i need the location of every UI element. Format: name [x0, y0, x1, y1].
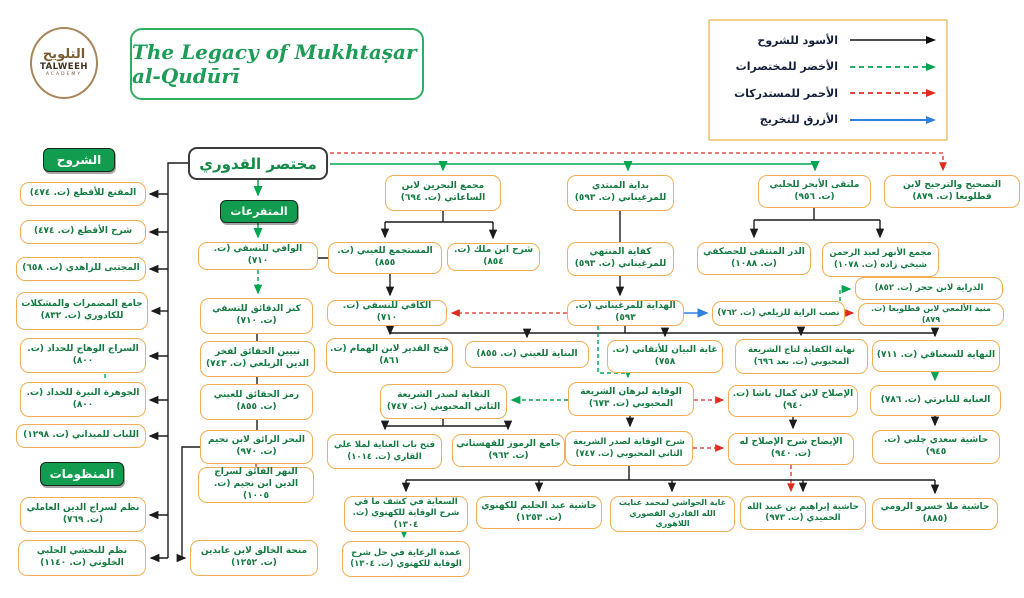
legend-label-blue: الأزرق للتخريج: [759, 113, 838, 127]
root-node-mukhtasar-al-quduri: مختصر القدوري: [188, 147, 328, 180]
page-title: The Legacy of Mukhtaṣar al-Qudūrī: [132, 40, 417, 88]
node-siraj-wahhaj: السراج الوهاج للحداد (ت. ٨٠٠): [20, 338, 146, 373]
black-solid-arrow-icon: [848, 34, 936, 46]
node-mustajma: المستجمع للعيني (ت. ٨٥٥): [328, 242, 442, 274]
logo-arabic-calligraphy: التلويح: [42, 47, 86, 63]
node-fath-qadir: فتح القدير لابن الهمام (ت. ٨٦١): [326, 338, 453, 373]
node-bahr: البحر الرائق لابن نجيم (ت. ٩٧٠): [200, 430, 313, 464]
node-multaqa: ملتقى الأبحر للحلبي (ت. ٩٥٦): [758, 175, 871, 208]
edge-root-left-spine: [168, 163, 188, 558]
blue-solid-arrow-icon: [848, 114, 936, 126]
node-nahr: النهر الفائق لسراج الدين ابن نجيم (ت. ١٠٠٥): [198, 467, 314, 503]
legend-label-green: الأخضر للمختصرات: [735, 60, 838, 74]
node-islah: الإصلاح لابن كمال باشا (ت. ٩٤٠): [728, 385, 858, 417]
node-abdalhalim: حاشية عبد الحليم للكهنوي (ت. ١٢٥٣): [476, 496, 602, 529]
node-idah: الإيضاح شرح الإصلاح له (ت. ٩٤٠): [728, 433, 854, 465]
node-nihayat-kifaya: نهاية الكفاية لتاج الشريعة المحبوبي (ت. بعد ٦٩٦): [735, 339, 868, 374]
node-kifaya: كفاية المنتهي للمرغيناني (ت. ٥٩٣): [567, 242, 674, 276]
green-dashed-arrow-icon: [848, 61, 936, 73]
node-jami-mudmarat: جامع المضمرات والمشكلات للكادوري (ت. ٨٣٢): [16, 292, 148, 330]
legend-row-black: [720, 28, 936, 52]
node-durr-muntaqa: الدر المنتقى للحصكفي (ت. ١٠٨٨): [697, 242, 811, 275]
node-sharh-aqta: شرح الأقطع (ت. ٤٧٤): [20, 220, 146, 244]
legend-row-red: [720, 81, 936, 105]
node-ibn-malak: شرح ابن ملك (ت. ٨٥٤): [447, 243, 540, 271]
node-inaya: العناية للبابرتي (ت. ٧٨٦): [870, 385, 1001, 416]
edge-niqaya-split-bus: [385, 419, 508, 426]
legend-box: [708, 19, 948, 141]
edge-hidaya-bus: [390, 326, 935, 333]
node-ramz: رمز الحقائق للعيني (ت. ٨٥٥): [200, 384, 313, 420]
node-siaya: السعاية في كشف ما في شرح الوقاية للكهنوي (ت. ١٣٠٤): [344, 496, 468, 532]
node-khusraw: حاشية ملا خسرو الرومي (٨٨٥): [872, 498, 998, 530]
legend-label-red: الأحمر للمستدركات: [734, 86, 838, 100]
node-minha: منحة الخالق لابن عابدين (ت. ١٢٥٢): [190, 540, 318, 576]
section-header-manzumat: المنظومات: [40, 462, 124, 486]
node-ghayat-bayan: غاية البيان للأتقاني (ت. ٧٥٨): [607, 340, 723, 373]
edge-nasb-to-diraya-green: [840, 289, 850, 301]
node-nihaya-sughnaqi: النهاية للسغناقي (ت. ٧١١): [872, 340, 1000, 372]
logo-name: TALWEEH: [39, 62, 89, 72]
node-mujtaba: المجتبى للزاهدي (ت. ٦٥٨): [16, 257, 146, 281]
node-umdat: عمدة الرعاية في حل شرح الوقاية للكهنوي (ت. ١٣٠٤): [342, 541, 470, 577]
node-lubab: اللباب للميداني (ت. ١٢٩٨): [16, 424, 146, 448]
node-sadi-chalabi: حاشية سعدي چلبي (ت. ٩٤٥): [872, 430, 1000, 464]
node-ghayat-hawashi: غاية الحواشي لمحمد عنايت الله القادري القصوري اللاهوري: [610, 496, 735, 532]
red-dashed-arrow-icon: [848, 87, 936, 99]
node-majma-bahrain: مجمع البحرين لابن الساعاتي (ت. ٦٩٤): [385, 175, 501, 211]
node-jami-rumuz: جامع الرموز للقهستاني (ت. ٩٦٢): [452, 434, 565, 467]
node-hidaya: الهداية للمرغيناني (ت. ٥٩٣): [567, 300, 684, 326]
legend-label-black: الأسود للشروح: [757, 33, 838, 47]
title-box: [130, 28, 424, 100]
node-kafi: الكافي للنسفي (ت. ٧١٠): [327, 300, 447, 326]
edge-root-to-tashih: [330, 153, 943, 170]
node-jawhara: الجوهرة النيرة للحداد (ت. ٨٠٠): [20, 382, 146, 417]
node-nasb-raya: نصب الراية للزيلعي (ت. ٧٦٢): [712, 301, 845, 326]
node-sharh-wiqaya: شرح الوقاية لصدر الشريعة الثاني المحبوبي (ت. ٧٤٧): [565, 431, 693, 466]
edge-sharh-wiqaya-bus: [406, 466, 935, 480]
node-fath-bab: فتح باب العناية لملا علي القاري (ت. ١٠١٤): [327, 434, 442, 469]
logo-subtitle: ACADEMY: [45, 71, 83, 77]
legend-row-green: [720, 55, 936, 79]
node-kanz: كنز الدقائق للنسفي (ت. ٧١٠): [200, 298, 313, 334]
node-nazm-amili: نظم لسراج الدين العاملي (ت. ٧٦٩): [20, 497, 146, 532]
edge-majma-split-bus: [385, 211, 493, 222]
node-nazm-bakhshi: نظم للبخشي الحلبي الخلوتي (ت. ١١٤٠): [18, 540, 146, 576]
section-header-mutafarriat: المتفرعات: [220, 200, 298, 223]
section-header-shuruh: الشروح: [43, 148, 115, 172]
edge-multaqa-split-bus: [754, 208, 880, 220]
talweeh-academy-logo: [30, 27, 98, 99]
node-wiqaya: الوقاية لبرهان الشريعة المحبوبي (ت. ٦٧٣): [568, 382, 694, 416]
node-bidaya: بداية المبتدي للمرغيناني (ت. ٥٩٣): [567, 175, 674, 211]
node-niqaya: النقاية لصدر الشريعة الثاني المحبوبي (ت. ٧٤٧): [380, 384, 507, 419]
node-wafi: الوافي للنسفي (ت. ٧١٠): [198, 242, 318, 270]
node-tashih: التصحيح والترجيح لابن قطلوبغا (ت. ٨٧٩): [884, 175, 1020, 208]
node-diraya: الدراية لابن حجر (ت. ٨٥٢): [855, 277, 1003, 300]
node-binaya: البناية للعيني (ت. ٨٥٥): [465, 341, 589, 368]
node-ibrahim: حاشية إبراهيم بن عبيد الله الحميدي (ت. ٩٧٣): [740, 496, 866, 530]
node-tabyin: تبيين الحقائق لفخر الدين الزيلعي (ت. ٧٤٣): [200, 341, 315, 377]
legend-row-blue: [720, 108, 936, 132]
node-majma-anhur: مجمع الأنهر لعبد الرحمن شيخي زاده (ت. ١٠٧٨): [822, 242, 939, 277]
node-munya: منية الألمعي لابن قطلوبغا (ت. ٨٧٩): [858, 303, 1004, 326]
node-muqni: المقنع للأقطع (ت. ٤٧٤): [20, 182, 146, 206]
